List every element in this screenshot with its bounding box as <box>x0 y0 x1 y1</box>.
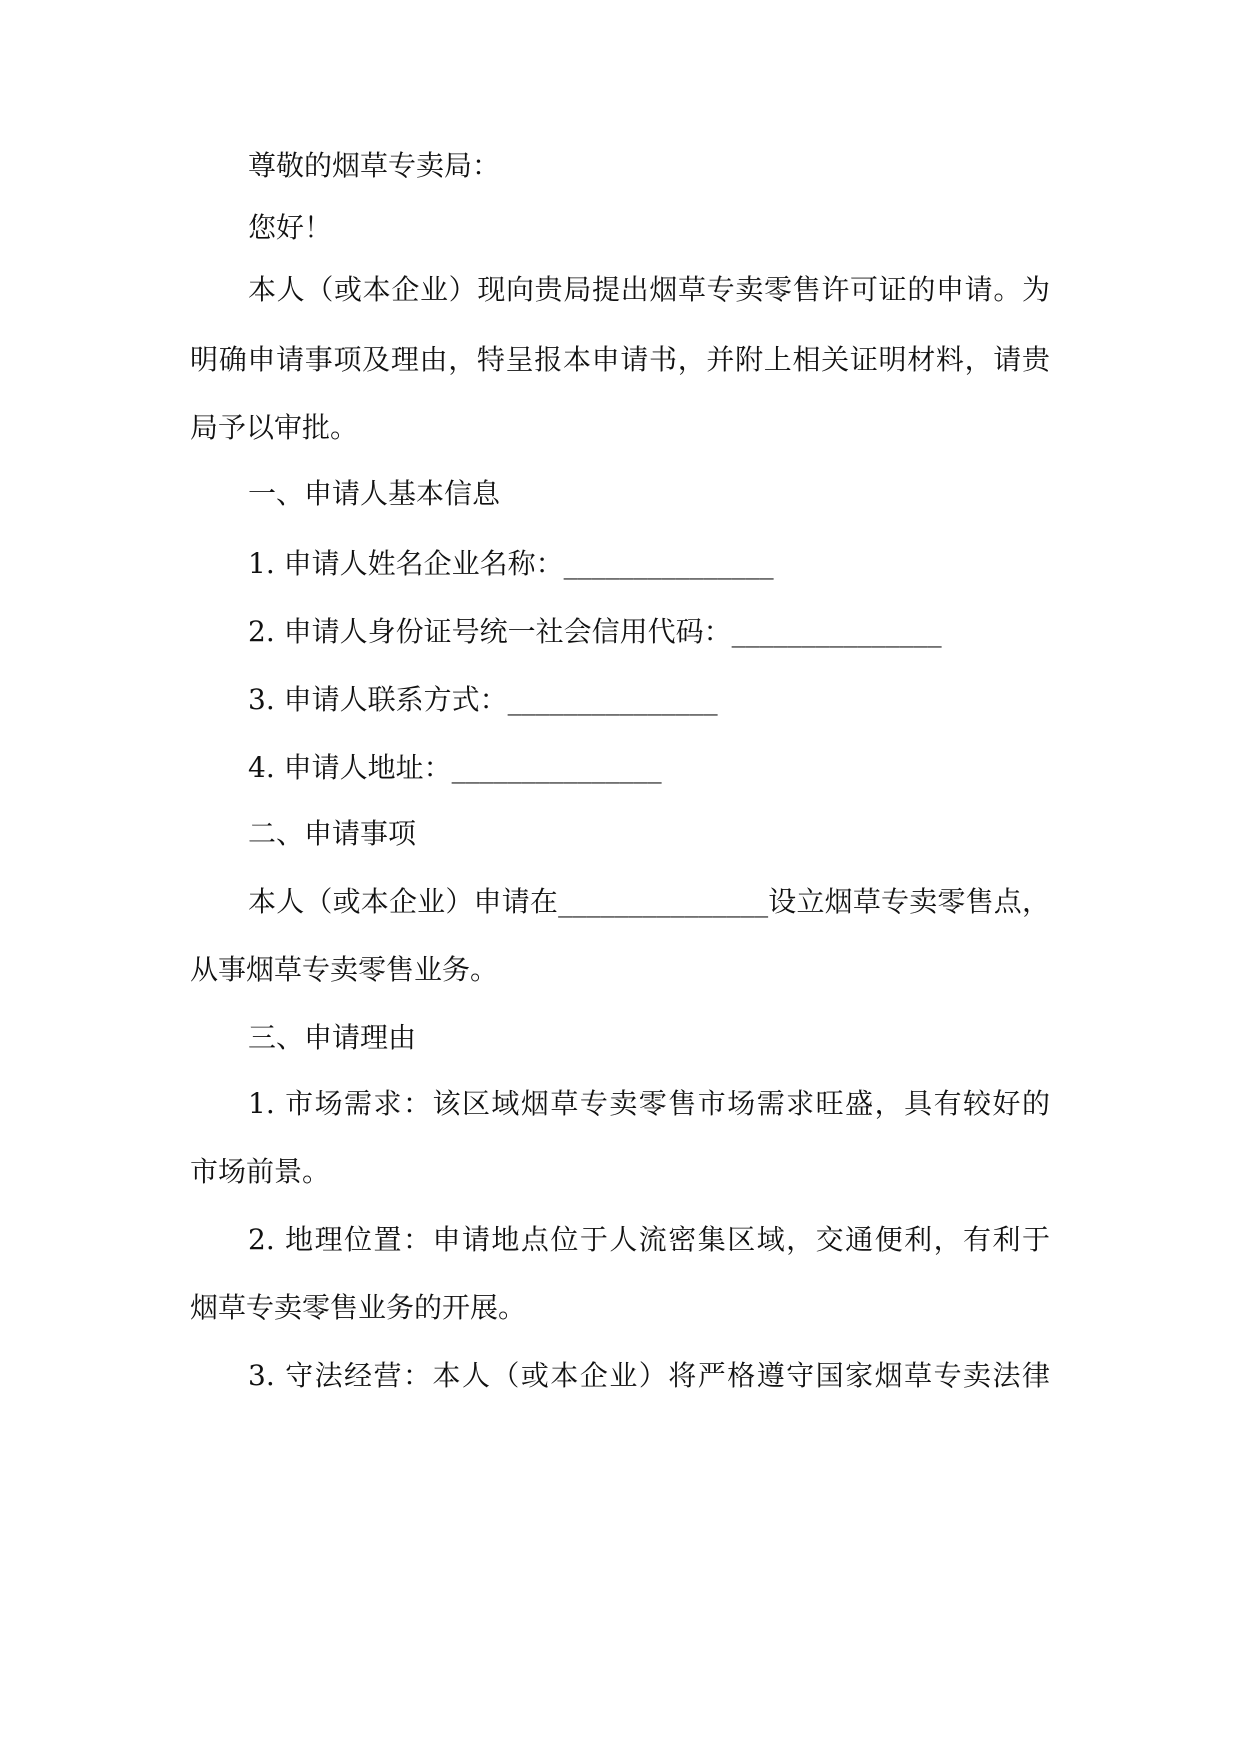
salutation: 尊敬的烟草专卖局： <box>248 149 501 182</box>
intro-line-1: 本人（或本企业）现向贵局提出烟草专卖零售许可证的申请。为 <box>248 273 1050 306</box>
section-2-line-1: 本人（或本企业）申请在_______________设立烟草专卖零售点， <box>248 885 1050 918</box>
reason-1-line-1: 1. 市场需求：该区域烟草专卖零售市场需求旺盛，具有较好的 <box>248 1087 1050 1120</box>
greeting: 您好！ <box>248 211 333 244</box>
reason-2-line-1: 2. 地理位置：申请地点位于人流密集区域，交通便利，有利于 <box>248 1223 1050 1256</box>
section-2-line-2: 从事烟草专卖零售业务。 <box>190 953 499 986</box>
section-2-heading: 二、申请事项 <box>248 817 417 850</box>
intro-line-2: 明确申请事项及理由，特呈报本申请书，并附上相关证明材料，请贵 <box>190 343 1050 376</box>
intro-line-3: 局予以审批。 <box>190 411 359 444</box>
reason-3-line-1: 3. 守法经营：本人（或本企业）将严格遵守国家烟草专卖法律 <box>248 1359 1050 1392</box>
section-1-heading: 一、申请人基本信息 <box>248 477 501 510</box>
section-1-item-1: 1. 申请人姓名企业名称：_______________ <box>248 547 774 580</box>
section-1-item-3: 3. 申请人联系方式：_______________ <box>248 683 718 716</box>
section-1-item-4: 4. 申请人地址：_______________ <box>248 751 662 784</box>
section-1-item-2: 2. 申请人身份证号统一社会信用代码：_______________ <box>248 615 942 648</box>
reason-2-line-2: 烟草专卖零售业务的开展。 <box>190 1291 527 1324</box>
reason-1-line-2: 市场前景。 <box>190 1155 331 1188</box>
section-3-heading: 三、申请理由 <box>248 1021 417 1054</box>
